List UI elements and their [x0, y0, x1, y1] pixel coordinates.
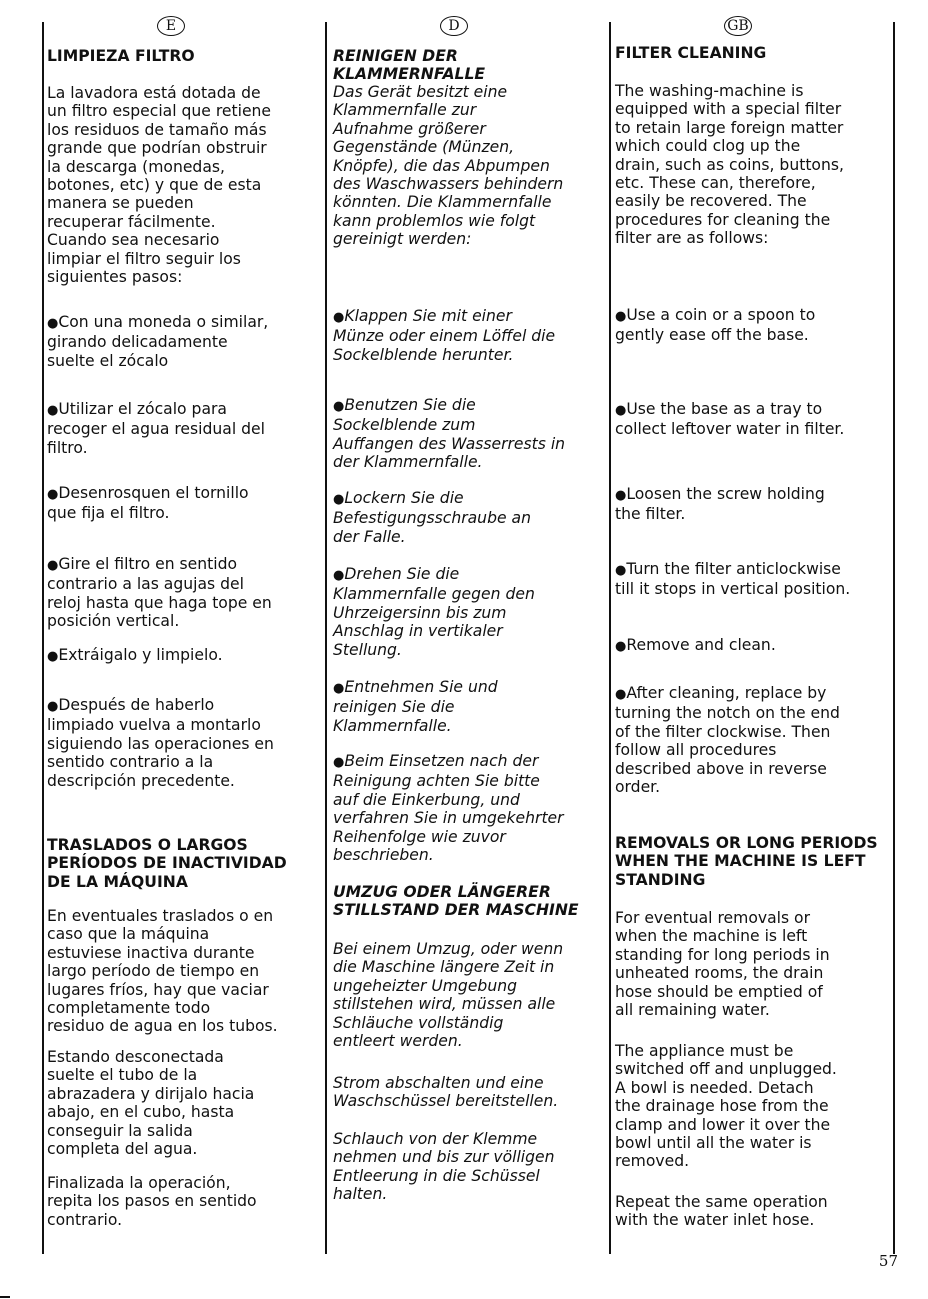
removals-paragraph-1: En eventuales traslados o en caso que la máquina estuviese inactiva durante largo período de tiempo en lugares fríos, hay que vaciar completamente todo residuo de agua en los tubos.	[47, 907, 278, 1036]
section-title-filter-cleaning: REINIGEN DER KLAMMERNFALLE	[333, 47, 486, 84]
step-4: ● Turn the filter anticlockwise till it stops in vertical position.	[615, 560, 883, 599]
step-1: ● Con una moneda o similar, girando delicadamente suelte el zócalo	[47, 313, 307, 370]
step-3: ● Lockern Sie die Befestigungsschraube an der Falle.	[333, 489, 595, 546]
removals-paragraph-1: Bei einem Umzug, oder wenn die Maschine längere Zeit in ungeheizter Umgebung stillstehen wird, müssen alle Schläuche vollständig entleert werden.	[333, 940, 564, 1051]
step-4: ● Drehen Sie die Klammernfalle gegen den Uhrzeigersinn bis zum Anschlag in vertikaler Stellung.	[333, 565, 595, 659]
intro-paragraph: La lavadora está dotada de un filtro especial que retiene los residuos de tamaño más grande que podrían obstruir la descarga (monedas, botones, etc) y que de esta manera se pueden recuperar fácilmente. Cuando sea necesario limpiar el filtro seguir los siguientes pasos:	[47, 84, 272, 287]
language-badge-german: D	[440, 16, 468, 36]
removals-paragraph-3: Schlauch von der Klemme nehmen und bis zur völligen Entleerung in die Schüssel halten.	[333, 1130, 555, 1204]
step-5: ● Entnehmen Sie und reinigen Sie die Klammernfalle.	[333, 678, 595, 735]
column-divider-right	[609, 22, 611, 1254]
step-3: ● Desenrosquen el tornillo que fija el filtro.	[47, 484, 307, 523]
removals-paragraph-1: For eventual removals or when the machine is left standing for long periods in unheated rooms, the drain hose should be emptied of all remaining water.	[615, 909, 830, 1020]
section-title-removals: TRASLADOS O LARGOS PERÍODOS DE INACTIVIDAD DE LA MÁQUINA	[47, 836, 287, 891]
step-2: ● Use the base as a tray to collect leftover water in filter.	[615, 400, 883, 439]
step-6: ● Después de haberlo limpiado vuelva a montarlo siguiendo las operaciones en sentido contrario a la descripción precedente.	[47, 696, 307, 790]
step-3: ● Loosen the screw holding the filter.	[615, 485, 883, 524]
column-divider-middle	[325, 22, 327, 1254]
section-title-removals: UMZUG ODER LÄNGERER STILLSTAND DER MASCHINE	[333, 883, 579, 920]
step-6: ● After cleaning, replace by turning the notch on the end of the filter clockwise. Then follow all procedures described above in reverse order.	[615, 684, 883, 796]
removals-paragraph-2: The appliance must be switched off and unplugged. A bowl is needed. Detach the drainage hose from the clamp and lower it over the bowl until all the water is removed.	[615, 1042, 837, 1171]
removals-paragraph-3: Repeat the same operation with the water inlet hose.	[615, 1193, 828, 1230]
step-2: ● Utilizar el zócalo para recoger el agua residual del filtro.	[47, 400, 307, 457]
step-2: ● Benutzen Sie die Sockelblende zum Auffangen des Wasserrests in der Klammernfalle.	[333, 396, 595, 472]
section-title-removals: REMOVALS OR LONG PERIODS WHEN THE MACHINE IS LEFT STANDING	[615, 834, 878, 889]
step-1: ● Klappen Sie mit einer Münze oder einem Löffel die Sockelblende herunter.	[333, 307, 595, 364]
page-number: 57	[878, 1252, 898, 1270]
removals-paragraph-3: Finalizada la operación, repita los pasos en sentido contrario.	[47, 1174, 257, 1229]
language-badge-english: GB	[724, 16, 752, 36]
margin-tick-mark	[0, 1296, 10, 1298]
removals-paragraph-2: Estando desconectada suelte el tubo de la abrazadera y dirijalo hacia abajo, en el cubo, hasta conseguir la salida completa del agua.	[47, 1048, 255, 1159]
step-1: ● Use a coin or a spoon to gently ease off the base.	[615, 306, 883, 345]
step-4: ● Gire el filtro en sentido contrario a las agujas del reloj hasta que haga tope en posición vertical.	[47, 555, 307, 631]
column-divider-far-right	[893, 22, 895, 1254]
section-title-filter-cleaning: LIMPIEZA FILTRO	[47, 47, 195, 65]
intro-paragraph: Das Gerät besitzt eine Klammernfalle zur Aufnahme größerer Gegenstände (Münzen, Knöpfe), die das Abpumpen des Waschwassers behindern könnten. Die Klammernfalle kann problemlos wie folgt gereinigt werden:	[333, 83, 564, 249]
step-6: ● Beim Einsetzen nach der Reinigung achten Sie bitte auf die Einkerbung, und verfahren Sie in umgekehrter Reihenfolge wie zuvor beschrieben.	[333, 752, 595, 864]
step-5: ● Extráigalo y limpielo.	[47, 646, 307, 666]
column-divider-left	[42, 22, 44, 1254]
removals-paragraph-2: Strom abschalten und eine Waschschüssel bereitstellen.	[333, 1074, 559, 1111]
step-5: ● Remove and clean.	[615, 636, 883, 656]
intro-paragraph: The washing-machine is equipped with a special filter to retain large foreign matter which could clog up the drain, such as coins, buttons, etc. These can, therefore, easily be recovered. The procedures for cleaning the filter are as follows:	[615, 82, 844, 248]
section-title-filter-cleaning: FILTER CLEANING	[615, 44, 767, 62]
language-badge-spanish: E	[157, 16, 185, 36]
